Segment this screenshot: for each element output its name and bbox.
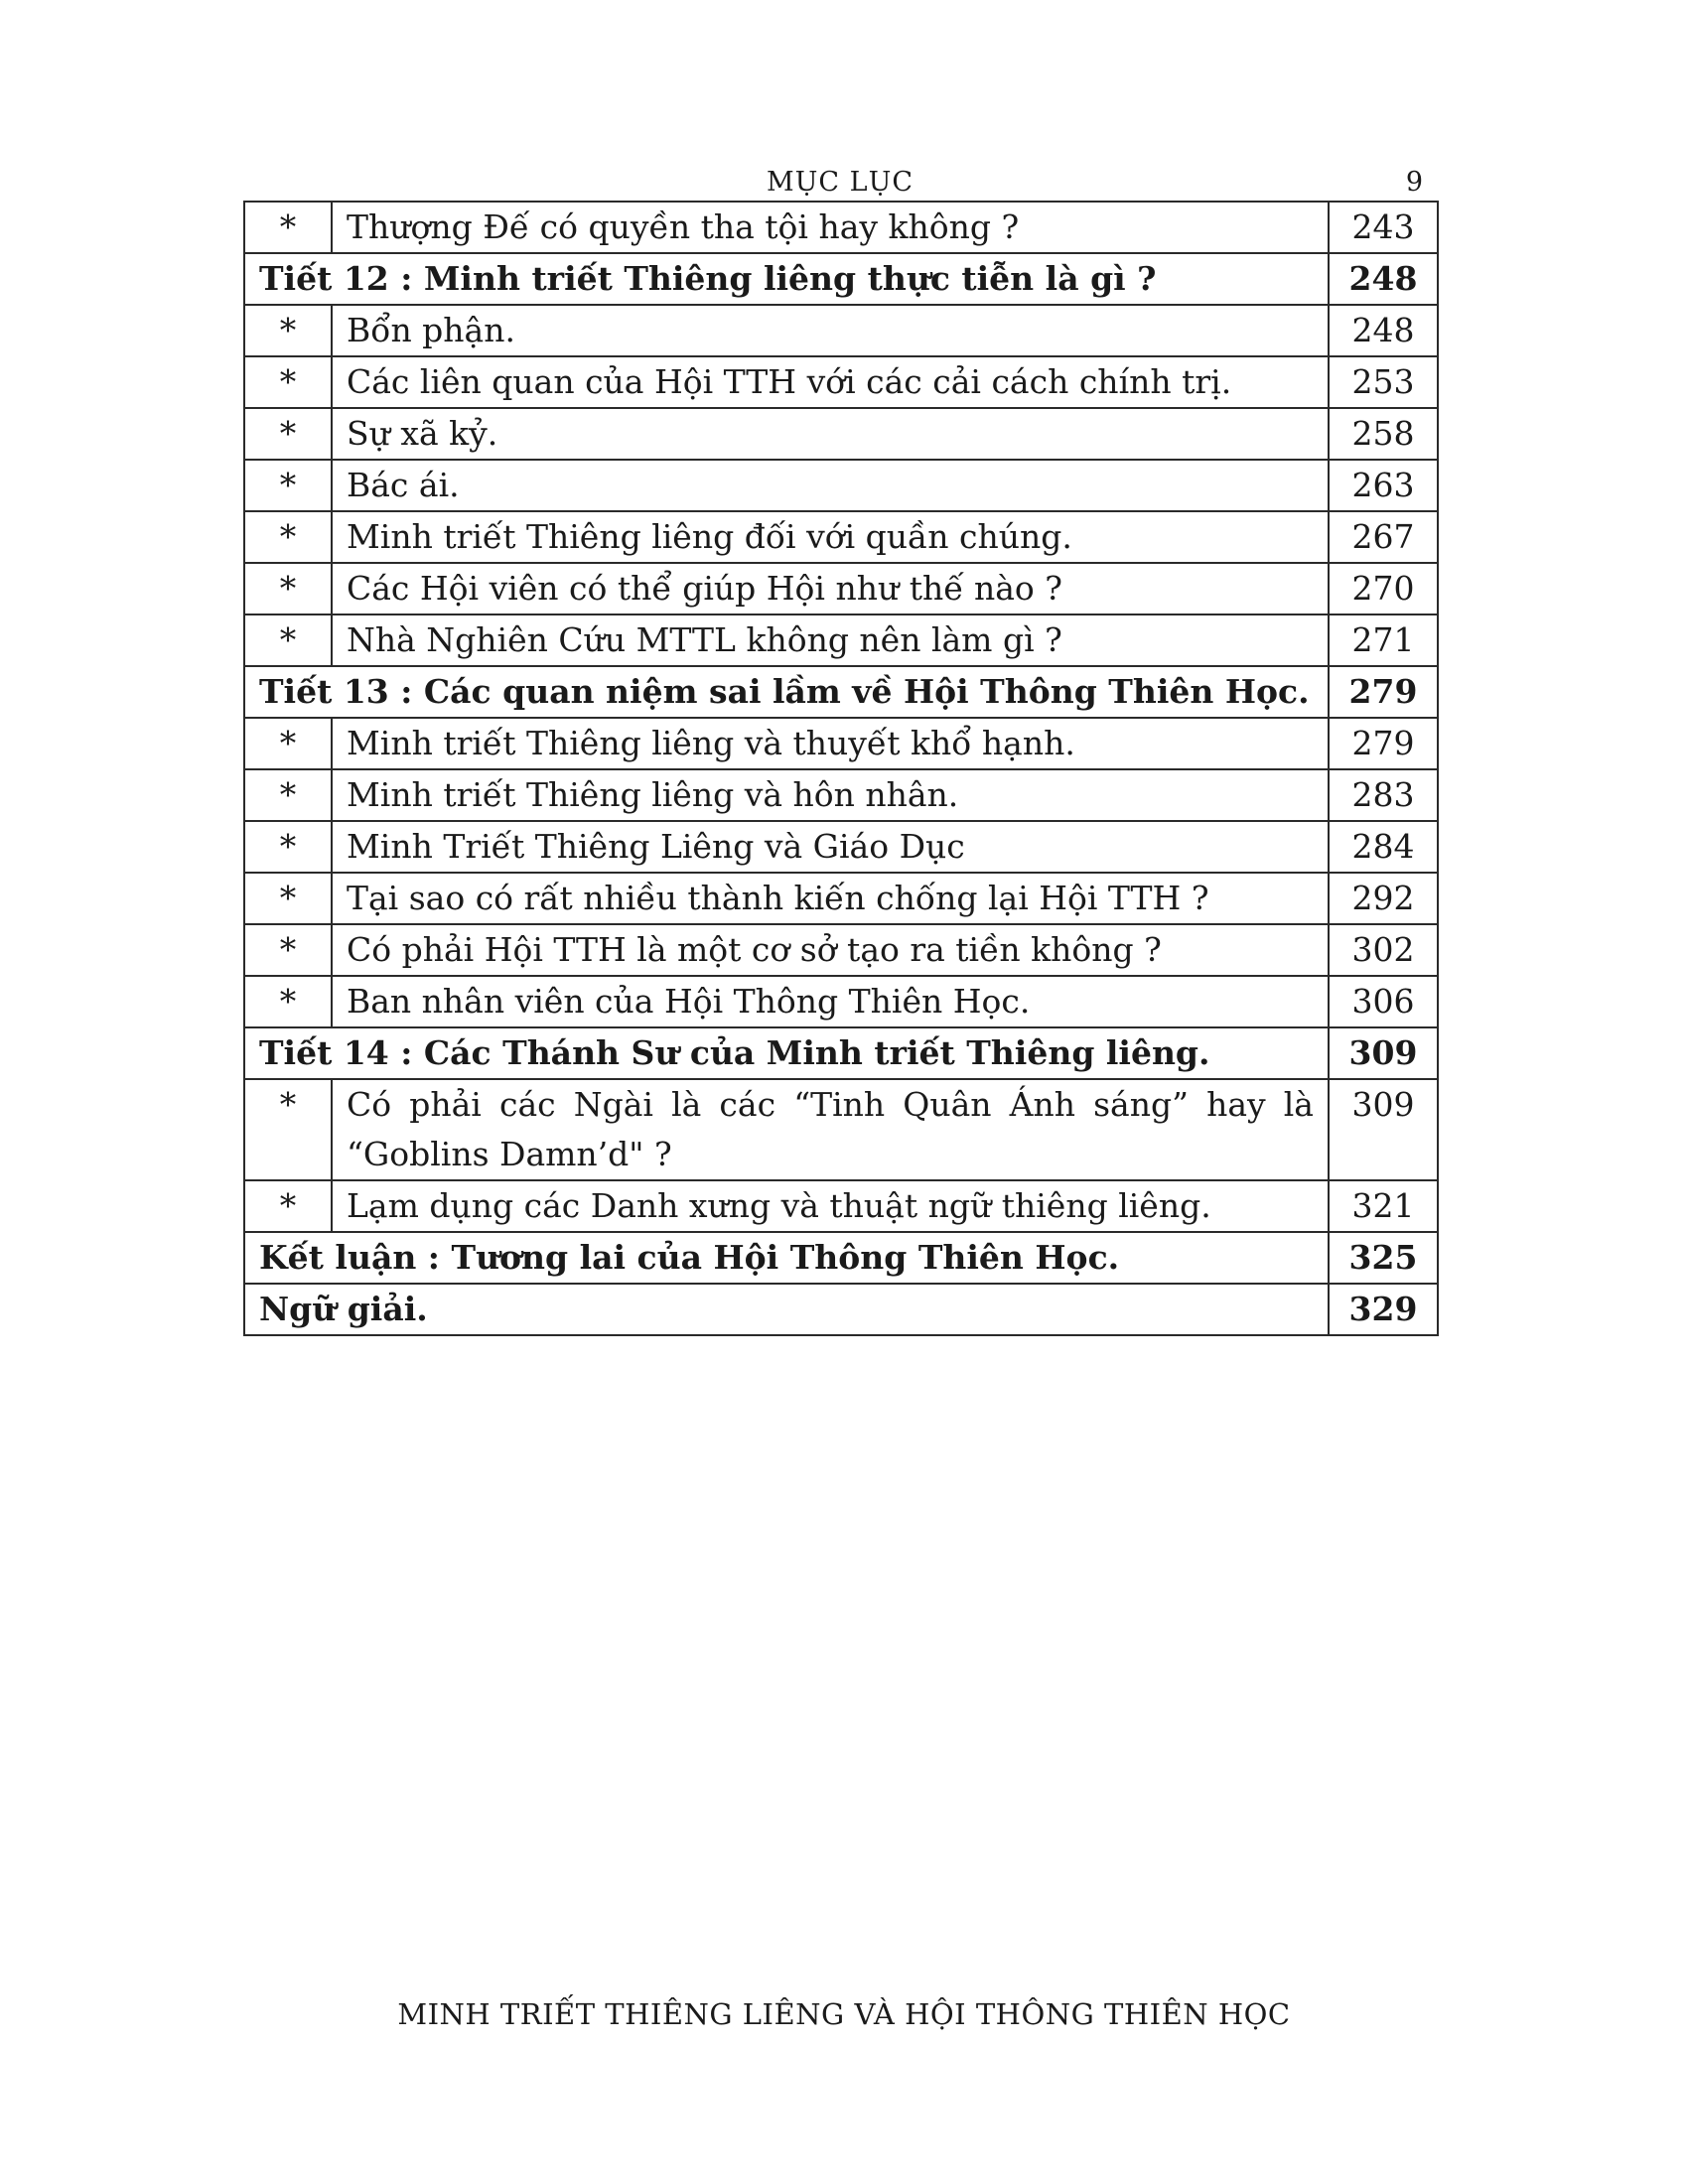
toc-page-number: 270 [1329,563,1438,614]
toc-body [244,202,1438,1335]
toc-bullet: * [244,614,332,666]
toc-item-title: Có phải Hội TTH là một cơ sở tạo ra tiền không ? [332,924,1329,976]
toc-bullet: * [244,305,332,356]
toc-page-number: 309 [1329,1027,1438,1079]
toc-bullet: * [244,718,332,769]
toc-page-number: 329 [1329,1284,1438,1335]
toc-item-title: Sự xã kỷ. [332,408,1329,460]
toc-item-row [244,718,1438,769]
toc-item-row [244,511,1438,563]
toc-section-row [244,666,1438,718]
toc-item-title: Minh triết Thiêng liêng và hôn nhân. [332,769,1329,821]
toc-bullet: * [244,563,332,614]
page-footer: MINH TRIẾT THIÊNG LIÊNG VÀ HỘI THÔNG THIÊN HỌC [397,1997,1291,2031]
toc-page-number: 292 [1329,873,1438,924]
toc-bullet: * [244,1180,332,1232]
toc-page-number: 243 [1329,202,1438,253]
toc-item-row [244,563,1438,614]
toc-section-title: Tiết 13 : Các quan niệm sai lầm về Hội Thông Thiên Học. [244,666,1329,718]
toc-page-number: 258 [1329,408,1438,460]
toc-item-title: Các liên quan của Hội TTH với các cải cách chính trị. [332,356,1329,408]
toc-item-title: Bổn phận. [332,305,1329,356]
toc-section-title: Kết luận : Tương lai của Hội Thông Thiên Học. [244,1232,1329,1284]
toc-item-title: Ban nhân viên của Hội Thông Thiên Học. [332,976,1329,1027]
toc-item-row [244,460,1438,511]
toc-bullet: * [244,511,332,563]
toc-page-number: 279 [1329,718,1438,769]
toc-item-row [244,1180,1438,1232]
toc-bullet: * [244,356,332,408]
toc-page-number: 321 [1329,1180,1438,1232]
toc-item-title: Minh triết Thiêng liêng và thuyết khổ hạnh. [332,718,1329,769]
toc-item-title: Thượng Đế có quyền tha tội hay không ? [332,202,1329,253]
toc-item-title: Nhà Nghiên Cứu MTTL không nên làm gì ? [332,614,1329,666]
toc-bullet: * [244,1079,332,1180]
toc-item-row [244,305,1438,356]
toc-section-row [244,1232,1438,1284]
toc-page-number: 284 [1329,821,1438,873]
toc-item-title: Tại sao có rất nhiều thành kiến chống lại Hội TTH ? [332,873,1329,924]
toc-section-title: Ngữ giải. [244,1284,1329,1335]
toc-page-number: 279 [1329,666,1438,718]
toc-page-number: 253 [1329,356,1438,408]
toc-page-number: 325 [1329,1232,1438,1284]
toc-item-title: Lạm dụng các Danh xưng và thuật ngữ thiêng liêng. [332,1180,1329,1232]
toc-item-row [244,1079,1438,1180]
toc-bullet: * [244,873,332,924]
toc-item-title: Các Hội viên có thể giúp Hội như thế nào ? [332,563,1329,614]
toc-section-row [244,1284,1438,1335]
toc-page-number: 306 [1329,976,1438,1027]
toc-item-title: Minh triết Thiêng liêng đối với quần chúng. [332,511,1329,563]
toc-item-row [244,356,1438,408]
toc-item-row [244,408,1438,460]
toc-bullet: * [244,924,332,976]
toc-page-number: 309 [1329,1079,1438,1180]
toc-bullet: * [244,976,332,1027]
page-number: 9 [1405,167,1423,198]
toc-section-title: Tiết 14 : Các Thánh Sư của Minh triết Thiêng liêng. [244,1027,1329,1079]
toc-page-number: 263 [1329,460,1438,511]
toc-bullet: * [244,821,332,873]
toc-bullet: * [244,769,332,821]
header-title: MỤC LỤC [767,167,914,198]
toc-item-row [244,924,1438,976]
toc-item-title: Bác ái. [332,460,1329,511]
toc-page-number: 302 [1329,924,1438,976]
toc-page-number: 248 [1329,305,1438,356]
table-of-contents [243,201,1439,1336]
toc-item-row [244,821,1438,873]
toc-bullet: * [244,202,332,253]
toc-bullet: * [244,408,332,460]
running-header [243,165,1437,201]
toc-item-row [244,614,1438,666]
toc-section-row [244,1027,1438,1079]
toc-page-number: 283 [1329,769,1438,821]
toc-item-title: Có phải các Ngài là các “Tinh Quân Ánh sáng” hay là “Goblins Damn’d" ? [332,1079,1329,1180]
toc-section-title: Tiết 12 : Minh triết Thiêng liêng thực tiễn là gì ? [244,253,1329,305]
toc-section-row [244,253,1438,305]
toc-item-row [244,873,1438,924]
toc-bullet: * [244,460,332,511]
toc-page-number: 267 [1329,511,1438,563]
toc-item-row [244,769,1438,821]
toc-item-row [244,976,1438,1027]
toc-item-title: Minh Triết Thiêng Liêng và Giáo Dục [332,821,1329,873]
toc-page-number: 248 [1329,253,1438,305]
toc-item-row [244,202,1438,253]
toc-page-number: 271 [1329,614,1438,666]
